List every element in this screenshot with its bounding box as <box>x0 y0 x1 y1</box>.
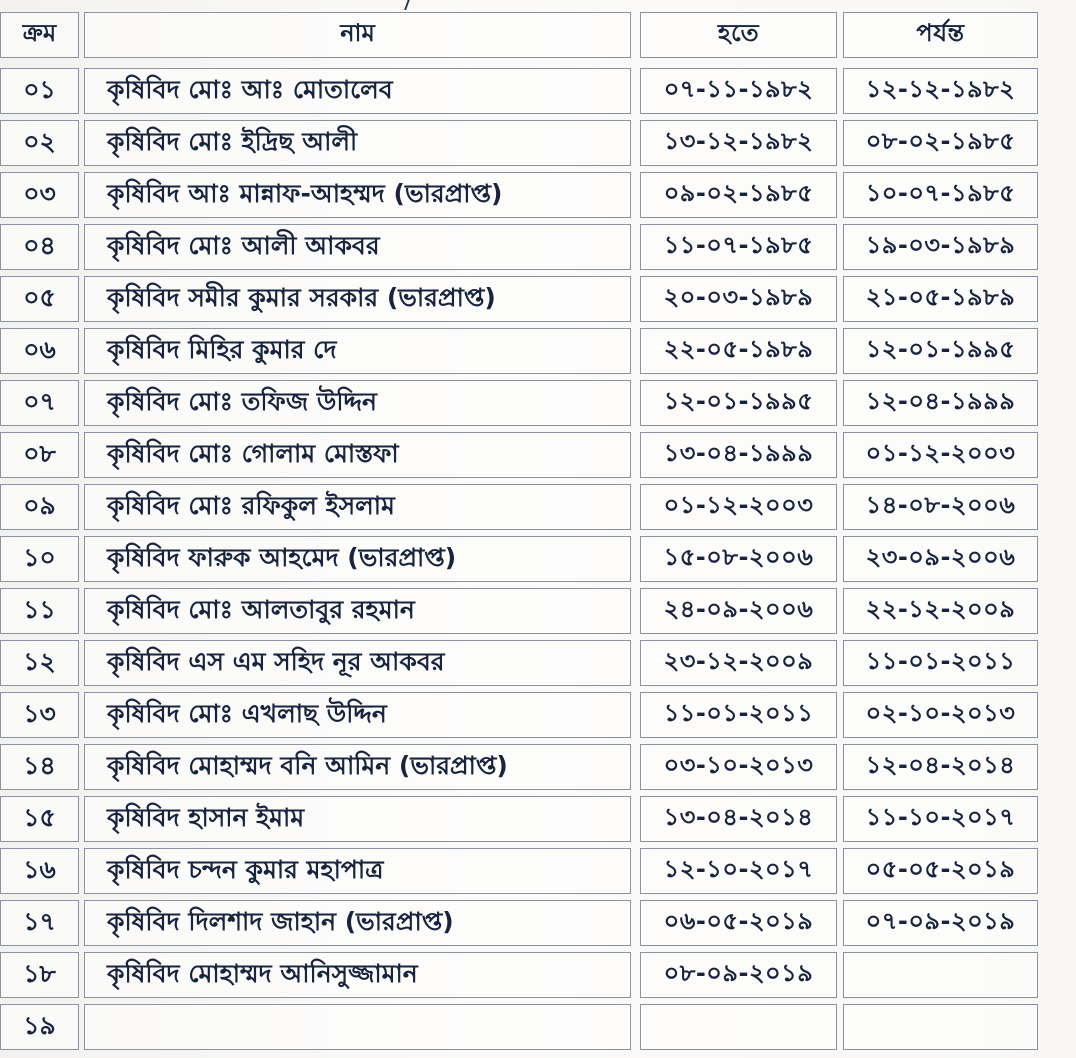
row-name <box>84 1004 631 1050</box>
row-name: কৃষিবিদ মোঃ গোলাম মোস্তফা <box>84 432 631 478</box>
row-from-date: ০৮-০৯-২০১৯ <box>640 952 837 998</box>
row-from-date: ০১-১২-২০০৩ <box>640 484 837 530</box>
row-to-date: ১০-০৭-১৯৮৫ <box>843 172 1038 218</box>
row-from-date: ১২-০১-১৯৯৫ <box>640 380 837 426</box>
row-to-date: ১২-০১-১৯৯৫ <box>843 328 1038 374</box>
row-from-date: ০৭-১১-১৯৮২ <box>640 68 837 114</box>
row-to-date: ০৮-০২-১৯৮৫ <box>843 120 1038 166</box>
header-serial: ক্রম <box>0 12 79 58</box>
row-from-date: ০৬-০৫-২০১৯ <box>640 900 837 946</box>
row-name: কৃষিবিদ আঃ মান্নাফ-আহম্মদ (ভারপ্রাপ্ত) <box>84 172 631 218</box>
row-serial: ১১ <box>0 588 79 634</box>
row-serial: ১৩ <box>0 692 79 738</box>
row-from-date: ১২-১০-২০১৭ <box>640 848 837 894</box>
cropped-mark <box>390 0 412 10</box>
row-name: কৃষিবিদ হাসান ইমাম <box>84 796 631 842</box>
row-serial: ১০ <box>0 536 79 582</box>
row-serial: ০২ <box>0 120 79 166</box>
row-from-date: ১১-০৭-১৯৮৫ <box>640 224 837 270</box>
row-name: কৃষিবিদ মোঃ তফিজ উদ্দিন <box>84 380 631 426</box>
row-to-date: ২৩-০৯-২০০৬ <box>843 536 1038 582</box>
row-from-date: ২০-০৩-১৯৮৯ <box>640 276 837 322</box>
row-serial: ০৫ <box>0 276 79 322</box>
row-name: কৃষিবিদ মোঃ এখলাছ উদ্দিন <box>84 692 631 738</box>
row-name: কৃষিবিদ এস এম সহিদ নূর আকবর <box>84 640 631 686</box>
row-from-date: ২৩-১২-২০০৯ <box>640 640 837 686</box>
row-name: কৃষিবিদ মোহাম্মদ আনিসুজ্জামান <box>84 952 631 998</box>
row-to-date: ১২-১২-১৯৮২ <box>843 68 1038 114</box>
row-to-date: ১৯-০৩-১৯৮৯ <box>843 224 1038 270</box>
row-to-date <box>843 1004 1038 1050</box>
row-from-date: ০৩-১০-২০১৩ <box>640 744 837 790</box>
row-from-date <box>640 1004 837 1050</box>
row-to-date: ০৫-০৫-২০১৯ <box>843 848 1038 894</box>
row-serial: ১৭ <box>0 900 79 946</box>
row-to-date: ১৪-০৮-২০০৬ <box>843 484 1038 530</box>
row-from-date: ০৯-০২-১৯৮৫ <box>640 172 837 218</box>
row-name: কৃষিবিদ দিলশাদ জাহান (ভারপ্রাপ্ত) <box>84 900 631 946</box>
row-to-date: ০১-১২-২০০৩ <box>843 432 1038 478</box>
row-from-date: ১৩-০৪-২০১৪ <box>640 796 837 842</box>
header-from: হতে <box>640 12 837 58</box>
row-to-date: ১২-০৪-২০১৪ <box>843 744 1038 790</box>
row-from-date: ২২-০৫-১৯৮৯ <box>640 328 837 374</box>
row-to-date: ১১-০১-২০১১ <box>843 640 1038 686</box>
row-to-date <box>843 952 1038 998</box>
row-to-date: ১২-০৪-১৯৯৯ <box>843 380 1038 426</box>
row-from-date: ১৫-০৮-২০০৬ <box>640 536 837 582</box>
row-serial: ০৭ <box>0 380 79 426</box>
row-serial: ০৪ <box>0 224 79 270</box>
row-serial: ১৫ <box>0 796 79 842</box>
row-serial: ১৯ <box>0 1004 79 1050</box>
header-to: পর্যন্ত <box>843 12 1038 58</box>
row-name: কৃষিবিদ মোঃ আলী আকবর <box>84 224 631 270</box>
row-to-date: ২১-০৫-১৯৮৯ <box>843 276 1038 322</box>
row-name: কৃষিবিদ চন্দন কুমার মহাপাত্র <box>84 848 631 894</box>
row-serial: ১৬ <box>0 848 79 894</box>
row-serial: ০৯ <box>0 484 79 530</box>
row-from-date: ১১-০১-২০১১ <box>640 692 837 738</box>
row-serial: ০১ <box>0 68 79 114</box>
row-name: কৃষিবিদ মোঃ ইদ্রিছ আলী <box>84 120 631 166</box>
row-name: কৃষিবিদ মিহির কুমার দে <box>84 328 631 374</box>
row-name: কৃষিবিদ সমীর কুমার সরকার (ভারপ্রাপ্ত) <box>84 276 631 322</box>
row-to-date: ২২-১২-২০০৯ <box>843 588 1038 634</box>
row-serial: ০৮ <box>0 432 79 478</box>
row-serial: ১৪ <box>0 744 79 790</box>
row-from-date: ১৩-১২-১৯৮২ <box>640 120 837 166</box>
row-to-date: ১১-১০-২০১৭ <box>843 796 1038 842</box>
row-from-date: ২৪-০৯-২০০৬ <box>640 588 837 634</box>
row-name: কৃষিবিদ মোঃ আঃ মোতালেব <box>84 68 631 114</box>
row-serial: ০৬ <box>0 328 79 374</box>
row-from-date: ১৩-০৪-১৯৯৯ <box>640 432 837 478</box>
row-serial: ০৩ <box>0 172 79 218</box>
header-name: নাম <box>84 12 631 58</box>
row-to-date: ০২-১০-২০১৩ <box>843 692 1038 738</box>
row-serial: ১৮ <box>0 952 79 998</box>
row-name: কৃষিবিদ মোঃ রফিকুল ইসলাম <box>84 484 631 530</box>
row-name: কৃষিবিদ মোঃ আলতাবুর রহমান <box>84 588 631 634</box>
row-serial: ১২ <box>0 640 79 686</box>
row-name: কৃষিবিদ মোহাম্মদ বনি আমিন (ভারপ্রাপ্ত) <box>84 744 631 790</box>
row-to-date: ০৭-০৯-২০১৯ <box>843 900 1038 946</box>
row-name: কৃষিবিদ ফারুক আহমেদ (ভারপ্রাপ্ত) <box>84 536 631 582</box>
